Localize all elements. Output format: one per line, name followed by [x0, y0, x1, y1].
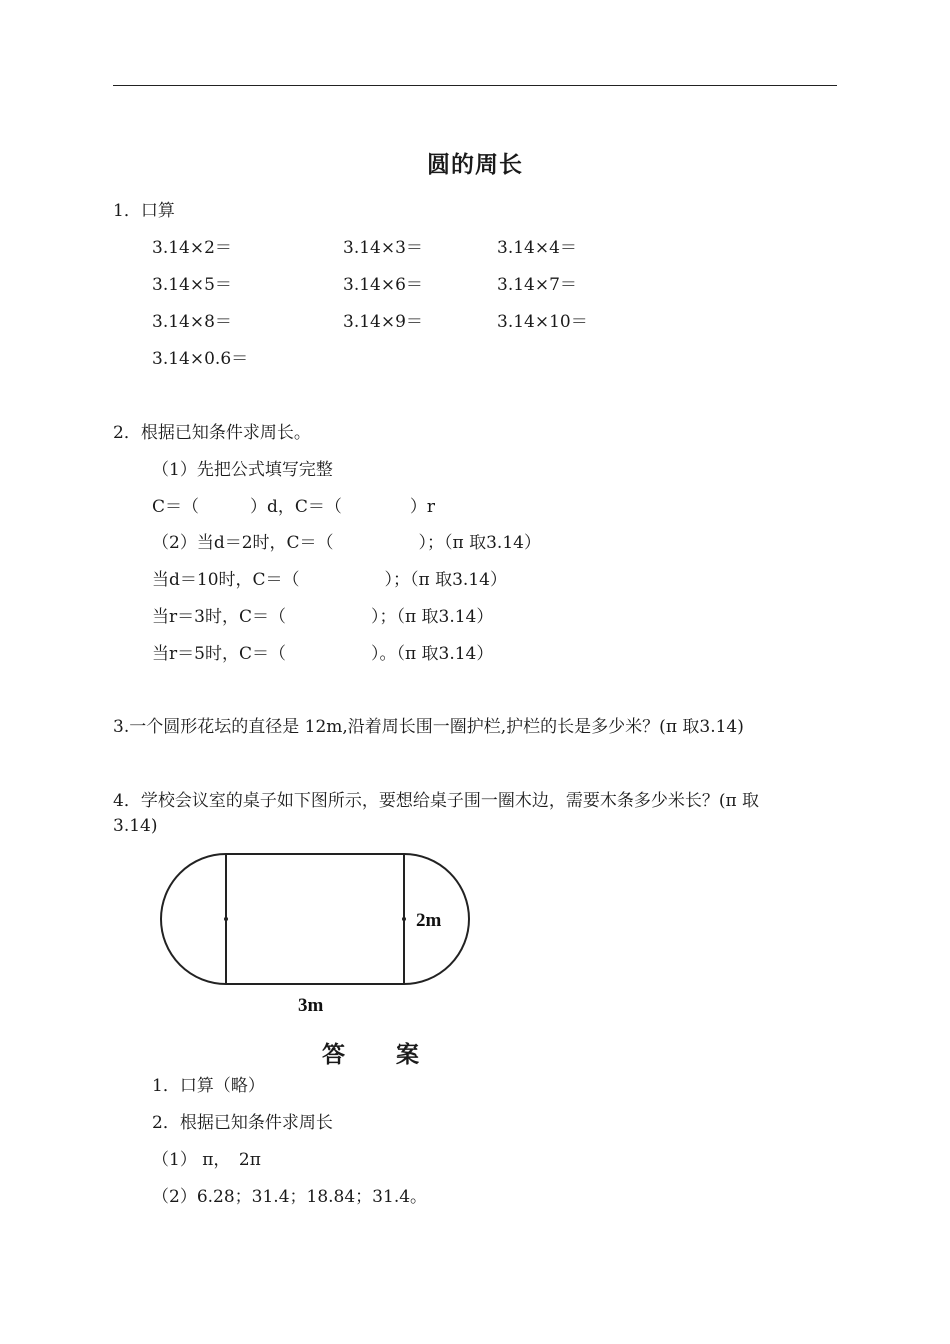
q2-line: （1）先把公式填写完整: [152, 460, 333, 480]
length-label: 3m: [298, 995, 324, 1016]
answer-line: 2．根据已知条件求周长: [152, 1113, 333, 1133]
table-figure: [150, 848, 480, 1020]
q1-item: 3.14×10＝: [497, 312, 588, 332]
q1-item: 3.14×3＝: [343, 238, 423, 258]
q1-item: 3.14×4＝: [497, 238, 577, 258]
header-rule: [113, 85, 837, 86]
answer-line: （1） π， 2π: [152, 1150, 261, 1170]
q2-line: 当r＝5时，C＝（ ）。（π 取3.14）: [152, 644, 494, 664]
answers-title-char: 答: [322, 1041, 346, 1068]
q4-text-line1: 4．学校会议室的桌子如下图所示，要想给桌子围一圈木边，需要木条多少米长？(π 取: [113, 791, 760, 811]
width-label: 2m: [416, 910, 442, 931]
q2-line: （2）当d＝2时，C＝（ ）；（π 取3.14）: [152, 533, 541, 553]
q1-item: 3.14×9＝: [343, 312, 423, 332]
q1-item: 3.14×8＝: [152, 312, 232, 332]
answer-line: 1．口算（略）: [152, 1076, 265, 1096]
page-title: 圆的周长: [427, 151, 523, 178]
q3-text: 3.一个圆形花坛的直径是 12m,沿着周长围一圈护栏,护栏的长是多少米？(π 取3.14): [113, 717, 744, 737]
q1-item: 3.14×7＝: [497, 275, 577, 295]
left-center-dot: [224, 917, 228, 921]
q2-heading: 2．根据已知条件求周长。: [113, 423, 311, 443]
q2-line: 当d＝10时，C＝（ ）；（π 取3.14）: [152, 570, 507, 590]
q1-item: 3.14×6＝: [343, 275, 423, 295]
q1-item: 3.14×5＝: [152, 275, 232, 295]
answer-line: （2）6.28；31.4；18.84；31.4。: [152, 1187, 428, 1207]
q4-text-line2: 3.14): [113, 816, 158, 836]
q2-line: 当r＝3时，C＝（ ）；（π 取3.14）: [152, 607, 494, 627]
q1-item: 3.14×2＝: [152, 238, 232, 258]
q2-line: C＝（ ）d，C＝（ ）r: [152, 497, 436, 517]
answers-title-char: 案: [396, 1041, 420, 1068]
answers-title: [322, 1036, 420, 1069]
q1-heading: 1．口算: [113, 201, 175, 221]
q1-item: 3.14×0.6＝: [152, 349, 249, 369]
right-center-dot: [402, 917, 406, 921]
